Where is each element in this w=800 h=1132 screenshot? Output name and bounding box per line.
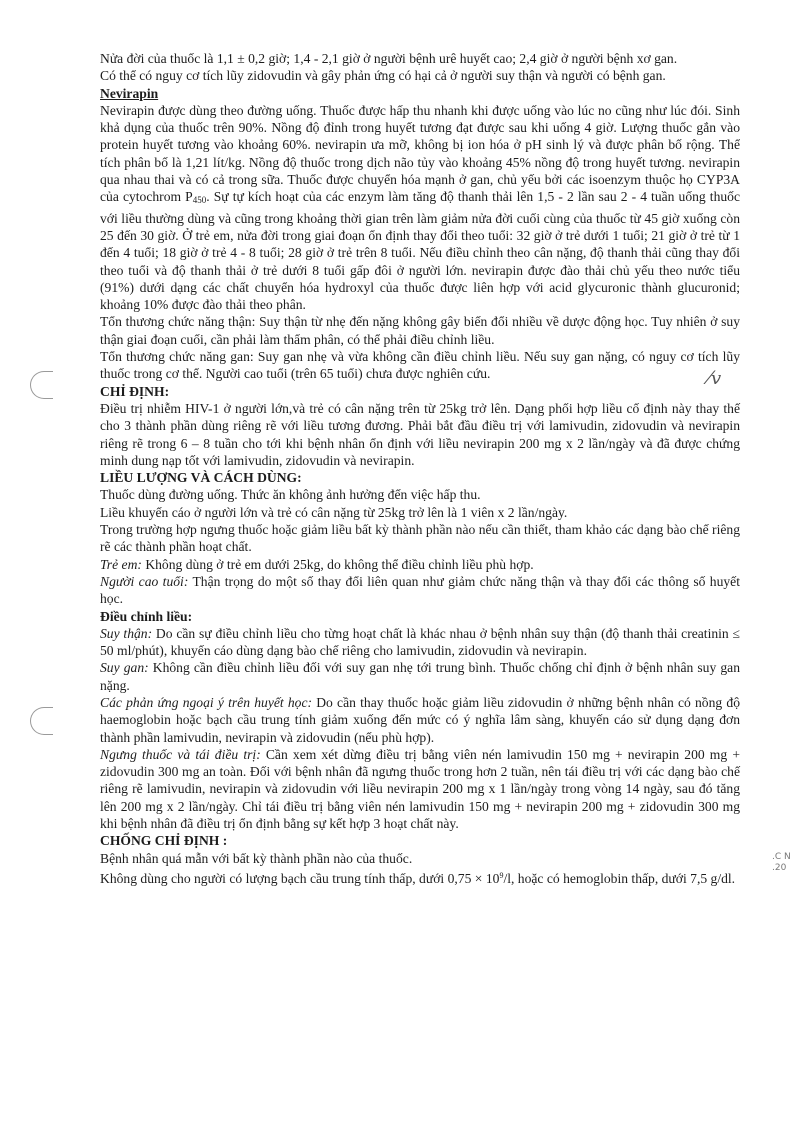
paragraph-nevirapin <box>100 102 740 314</box>
paragraph-contra-1: Bệnh nhân quá mẫn với bất kỳ thành phần nào của thuốc. <box>100 850 413 866</box>
contra-2-superscript: 9 <box>499 870 504 880</box>
paragraph-elderly <box>100 573 740 608</box>
hepatic-adjust-text: Không cần điều chỉnh liều đối với suy gan nhẹ tới trung bình. Thuốc chống chỉ định ở bệnh nhân suy gan nặng. <box>100 660 740 693</box>
heme-label: Các phản ứng ngoại ý trên huyết học: <box>100 694 313 710</box>
paragraph-dosage-stop: Trong trường hợp ngưng thuốc hoặc giảm liều bất kỳ thành phần nào nếu cần thiết, tham khảo các dạng bào chế riêng rẽ các thành phần hoạt chất. <box>100 522 740 555</box>
paragraph-hepatic-adjust <box>100 659 740 694</box>
elderly-label: Người cao tuổi: <box>100 573 189 589</box>
contra-2-text-b: /l, hoặc có hemoglobin thấp, dưới 7,5 g/dl. <box>503 870 736 886</box>
section-heading-contraindication: CHỐNG CHỈ ĐỊNH : <box>100 833 228 849</box>
elderly-text: Thận trọng do một số thay đổi liên quan như giảm chức năng thận và thay đổi các thông số huyết học. <box>100 573 740 607</box>
paragraph-dosage-route: Thuốc dùng đường uống. Thức ăn không ảnh hưởng đến việc hấp thu. <box>100 487 481 503</box>
renal-adjust-label: Suy thận: <box>100 625 153 641</box>
children-label: Trẻ em: <box>100 556 142 572</box>
contra-2-text-a: Không dùng cho người có lượng bạch cầu trung tính thấp, dưới 0,75 × 10 <box>100 870 500 886</box>
section-heading-indication: CHỈ ĐỊNH: <box>100 383 170 399</box>
nevirapin-text-b: . Sự tự kích hoạt của các enzym làm tăng độ thanh thải lên 1,5 - 2 lần sau 2 - 4 tuần uống thuốc với liều thường dùng và cũng trong khoảng thời gian trên làm giảm nửa đời cuối cùng của thuốc từ 45 giờ xuống còn 25 đến 30 giờ. Ở trẻ em, nửa đời trong giai đoạn ổn định thay đổi theo tuổi: 32 giờ ở trẻ dưới 1 tuổi; 21 giờ ở trẻ từ 1 đến 4 tuổi; 18 giờ ở trẻ 4 - 8 tuổi; 28 giờ ở trẻ trên 8 tuổi. Nếu điều chỉnh theo cân nặng, độ thanh thải cũng thay đổi theo tuổi và độ thanh thải ở trẻ dưới 8 tuổi gấp đôi ở người lớn. nevirapin được đào thải chủ yếu theo nước tiểu (91%) dưới dạng các chất chuyển hóa hydroxyl của thuốc được liên hợp với acid glycuronic thành glucuronid; khoảng 10% được đào thải theo phân. <box>100 189 741 313</box>
paragraph-half-life: Nửa đời của thuốc là 1,1 ± 0,2 giờ; 1,4 - 2,1 giờ ở người bệnh urê huyết cao; 2,4 giờ ở người bệnh xơ gan. <box>100 51 678 66</box>
paragraph-heme <box>100 694 740 746</box>
margin-note <box>772 852 800 874</box>
paragraph-indication: Điều trị nhiễm HIV-1 ở người lớn,và trẻ có cân nặng trên từ 25kg trở lên. Dạng phối hợp liều cố định này thay thế cho 3 thành phần dùng riêng rẽ với liều tương đương. Phải bắt đầu điều trị với lamivudin, zidovudin và nevirapin riêng rẽ trong 6 – 8 tuần cho tới khi bệnh nhân ổn định với liều nevirapin 200 mg x 2 lần/ngày và đã được chứng minh dung nạp tốt với lamivudin, zidovudin và nevirapin. <box>100 400 740 468</box>
margin-note-text: .C N .20 <box>772 852 791 873</box>
heme-text: Do cần thay thuốc hoặc giảm liều zidovudin ở những bệnh nhân có nồng độ haemoglobin hoặc bạch cầu trung tính giảm xuống đến mức có ý nghĩa lâm sàng, khuyến cáo sử dụng dạng đơn thành phần lamivudin, nevirapin và zidovudin (nếu phù hợp). <box>100 694 741 745</box>
section-heading-dosage: LIỀU LƯỢNG VÀ CÁCH DÙNG: <box>100 470 302 486</box>
paragraph-stop <box>100 746 740 832</box>
nevirapin-subscript: 450 <box>192 195 207 206</box>
paragraph-renal: Tổn thương chức năng thận: Suy thận từ nhẹ đến nặng không gây biến đổi nhiều về dược động học. Tuy nhiên ở suy thận giai đoạn cuối, cần phải làm thẩm phân, có thể phải điều chỉnh liều. <box>100 314 740 347</box>
paragraph-hepatic: Tổn thương chức năng gan: Suy gan nhẹ và vừa không cần điều chỉnh liều. Nếu suy gan nặng, có nguy cơ tích lũy thuốc trong cơ thể. Người cao tuổi (trên 65 tuổi) chưa được nghiên cứu. <box>100 349 740 382</box>
document-page <box>100 50 740 887</box>
hepatic-adjust-label: Suy gan: <box>100 660 149 676</box>
binder-hole-top <box>30 371 53 399</box>
section-heading-nevirapin: Nevirapin <box>100 85 159 101</box>
paragraph-dosage-recommend: Liều khuyến cáo ở người lớn và trẻ có cân nặng từ 25kg trở lên là 1 viên x 2 lần/ngày. <box>100 504 568 520</box>
children-text: Không dùng ở trẻ em dưới 25kg, do không thể điều chỉnh liều phù hợp. <box>141 556 534 572</box>
paragraph-contra-2 <box>100 867 740 887</box>
handwritten-initial: ⁄v <box>708 368 722 389</box>
stop-text: Cần xem xét dừng điều trị bằng viên nén lamivudin 150 mg + nevirapin 200 mg + zidovudin 300 mg an toàn. Đối với bệnh nhân đã ngưng thuốc trong hơn 2 tuần, nên tái điều trị với các dạng bào chế riêng rẽ lamivudin, nevirapin và zidovudin với liều nevirapin 200 mg x 1 lần/ngày trong vòng 14 ngày, sau đó tăng lên 200 mg x 2 lần/ngày. Chỉ tái điều trị bằng viên nén lamivudin 150 mg + nevirapin 200 mg + zidovudin 300 mg khi bệnh nhân đã điều trị ổn định bằng sự kết hợp 3 hoạt chất này. <box>100 746 740 832</box>
paragraph-accumulation: Có thể có nguy cơ tích lũy zidovudin và gây phản ứng có hại cả ở người suy thận và người có bệnh gan. <box>100 68 666 84</box>
renal-adjust-text: Do cần sự điều chỉnh liều cho từng hoạt chất là khác nhau ở bệnh nhân suy thận (độ thanh thải creatinin ≤ 50 ml/phút), khuyến cáo dùng dạng bào chế riêng cho lamivudin, zidovudin và nevirapin. <box>100 625 740 659</box>
binder-hole-bottom <box>30 707 53 735</box>
paragraph-children <box>100 556 740 573</box>
paragraph-renal-adjust <box>100 625 740 660</box>
stop-label: Ngưng thuốc và tái điều trị: <box>100 746 261 762</box>
section-heading-adjust: Điều chỉnh liều: <box>100 608 193 624</box>
nevirapin-text-a: Nevirapin được dùng theo đường uống. Thuốc được hấp thu nhanh khi được uống vào lúc no cũng như lúc đói. Sinh khả dụng của thuốc trên 90%. Nồng độ đỉnh trong huyết tương đạt được sau khi uống 4 giờ. Lượng thuốc gắn vào protein huyết tương vào khoảng 60%. nevirapin ưa mỡ, không bị ion hóa ở pH sinh lý và được phân bố rộng. Thể tích phân bố là 1,21 lít/kg. Nồng độ thuốc trong dịch não tủy vào khoảng 45% nồng độ trong huyết tương. nevirapin qua nhau thai và có cả trong sữa. Thuốc được chuyển hóa mạnh ở gan, chủ yếu bởi các isoenzym thuộc họ CYP3A của cytochrom P <box>100 102 740 205</box>
